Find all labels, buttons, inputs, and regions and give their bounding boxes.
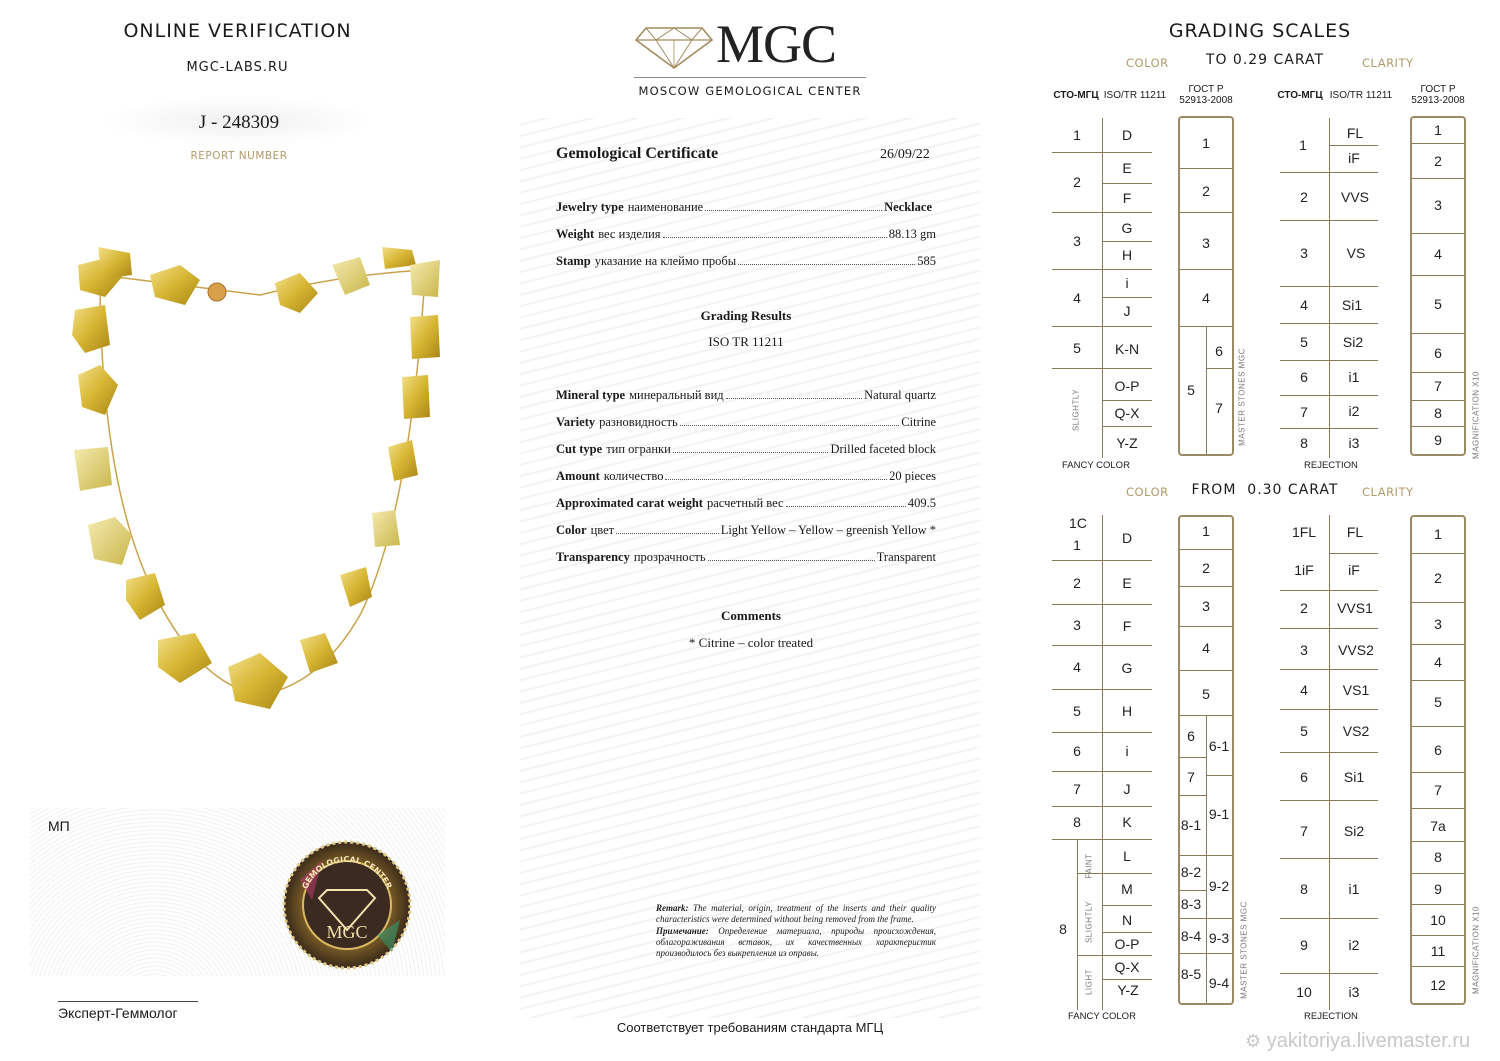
gost-grade: 8	[1434, 405, 1442, 421]
iso-grade: i3	[1348, 984, 1360, 1000]
iso-grade: FL	[1346, 125, 1364, 141]
sto-grade: 8	[1059, 921, 1067, 937]
gost-grade: 3	[1434, 616, 1442, 632]
top-color-sto-header: СТО-МГЦ	[1053, 90, 1099, 101]
iso-grade: VVS	[1340, 189, 1370, 205]
gost-grade: 5	[1434, 694, 1442, 710]
rejection-label: REJECTION	[1304, 460, 1358, 471]
gost-grade: 10	[1430, 912, 1446, 928]
iso-grade: H	[1121, 247, 1133, 263]
top-clarity-iso-header: ISO/TR 11211	[1329, 90, 1393, 101]
top-clarity-sto-header: СТО-МГЦ	[1277, 90, 1323, 101]
mgc-logo: MGC	[716, 14, 837, 74]
stamp-place-label: МП	[48, 818, 70, 834]
bottom-color-label: COLOR	[1126, 485, 1169, 499]
row-stamp: Stamp указание на клеймо пробы 585	[556, 254, 936, 268]
gost-grade: 9-2	[1208, 878, 1230, 894]
gost-grade: 1	[1434, 526, 1442, 542]
top-color-iso-header: ISO/TR 11211	[1103, 90, 1167, 101]
iso-grade: i1	[1348, 369, 1360, 385]
iso-grade: G	[1121, 660, 1133, 676]
master-stones-label: MASTER STONES MGC	[1237, 348, 1247, 446]
certificate-title: Gemological Certificate	[556, 145, 719, 162]
magnification-label: MAGNIFICATION X10	[1471, 906, 1481, 994]
sto-grade: 6	[1300, 769, 1308, 785]
sto-grade: 3	[1073, 233, 1081, 249]
iso-grade: O-P	[1114, 936, 1140, 952]
grading-results-title: Grading Results	[700, 308, 792, 323]
gost-clarity-box	[1410, 515, 1466, 1005]
sto-grade: 8	[1300, 881, 1308, 897]
iso-grade: i2	[1348, 937, 1360, 953]
sto-grade: 3	[1073, 617, 1081, 633]
sto-grade: 7	[1300, 404, 1308, 420]
mgc-logo-subtitle: MOSCOW GEMOLOGICAL CENTER	[638, 84, 862, 98]
gost-grade: 6	[1434, 742, 1442, 758]
gost-grade: 2	[1434, 153, 1442, 169]
gost-grade: 7	[1187, 769, 1195, 785]
gost-grade: 9-1	[1208, 806, 1230, 822]
sto-grade: 2	[1300, 600, 1308, 616]
note-text: Примечание: Определение материала, природы происхождения, облагораживания вставок, их качественных характеристик производилось без выкрепления из оправы.	[656, 926, 936, 958]
slightly-label: SLIGHTLY	[1071, 388, 1081, 432]
sto-grade: 7	[1300, 823, 1308, 839]
gost-grade: 1	[1202, 135, 1210, 151]
gost-grade: 8	[1434, 849, 1442, 865]
logo-divider	[634, 77, 866, 78]
iso-grade: K-N	[1114, 341, 1140, 357]
iso-grade: F	[1122, 618, 1132, 634]
row-variety: Variety разновидность Citrine	[556, 415, 936, 429]
report-number: J - 248309	[198, 112, 280, 133]
sto-grade: 1	[1073, 127, 1081, 143]
iso-grade: i3	[1348, 435, 1360, 451]
iso-grade: VS	[1346, 245, 1366, 261]
gost-grade: 5	[1187, 382, 1195, 398]
gost-grade: 4	[1202, 640, 1210, 656]
sto-grade: 3	[1300, 245, 1308, 261]
gost-grade: 8-3	[1180, 896, 1202, 912]
row-mineral-type: Mineral type минеральный вид Natural quartz	[556, 388, 936, 402]
gost-grade: 8-2	[1180, 864, 1202, 880]
sto-grade: 9	[1300, 937, 1308, 953]
iso-grade: J	[1123, 781, 1131, 797]
gost-grade: 2	[1434, 570, 1442, 586]
faint-label: FAINT	[1084, 853, 1094, 879]
gost-grade: 5	[1202, 686, 1210, 702]
iso-grade: Si1	[1343, 769, 1365, 785]
iso-grade: J	[1123, 303, 1131, 319]
iso-grade: Si1	[1341, 297, 1363, 313]
top-clarity-gost-header: ГОСТ Р 52913-2008	[1411, 84, 1465, 106]
grading-standard: ISO TR 11211	[708, 334, 784, 349]
gost-grade: 4	[1434, 246, 1442, 262]
sto-grade: 3	[1300, 642, 1308, 658]
expert-label: Эксперт-Геммолог	[58, 1005, 178, 1021]
watermark: ⚙ yakitoriya.livemaster.ru	[1245, 1030, 1471, 1052]
gost-grade: 7	[1434, 378, 1442, 394]
sto-grade: 5	[1300, 334, 1308, 350]
gost-grade: 4	[1434, 654, 1442, 670]
iso-grade: E	[1122, 160, 1132, 176]
row-carat-weight: Approximated carat weight расчетный вес 409.5	[556, 496, 936, 510]
gost-grade: 9-4	[1208, 975, 1230, 991]
sto-grade: 4	[1073, 290, 1081, 306]
row-cut-type: Cut type тип огранки Drilled faceted block	[556, 442, 936, 456]
gost-grade: 6	[1434, 345, 1442, 361]
seal-text: GEMOLOGICAL CENTER	[300, 854, 394, 891]
iso-grade: VVS2	[1338, 642, 1374, 658]
iso-grade: E	[1122, 575, 1132, 591]
grading-scales-title: GRADING SCALES	[1168, 20, 1352, 42]
rejection-label: REJECTION	[1304, 1011, 1358, 1022]
sto-grade: 2	[1073, 174, 1081, 190]
gost-grade: 1	[1434, 122, 1442, 138]
iso-grade: VVS1	[1337, 600, 1373, 616]
gost-grade: 1	[1202, 523, 1210, 539]
gost-grade: 11	[1430, 943, 1446, 959]
row-jewelry-type: Jewelry type наименование Necklace	[556, 200, 932, 214]
expert-signature-line	[58, 1001, 198, 1002]
light-label: LIGHT	[1084, 968, 1094, 996]
iso-grade: Q-X	[1114, 959, 1140, 975]
sto-grade: 8	[1300, 435, 1308, 451]
gost-grade: 7	[1215, 400, 1223, 416]
fancy-color-label: FANCY COLOR	[1062, 460, 1130, 471]
sto-grade: 5	[1073, 703, 1081, 719]
gost-grade: 6-1	[1208, 738, 1230, 754]
certificate-date: 26/09/22	[880, 147, 930, 162]
gost-grade: 8-1	[1180, 817, 1202, 833]
iso-grade: H	[1121, 703, 1133, 719]
gost-grade: 9-3	[1208, 930, 1230, 946]
sto-grade: 4	[1073, 659, 1081, 675]
iso-grade: i2	[1348, 403, 1360, 419]
hologram-seal	[282, 840, 412, 970]
iso-grade: L	[1123, 848, 1131, 864]
bottom-clarity-label: CLARITY	[1362, 485, 1414, 499]
sto-grade: 5	[1300, 723, 1308, 739]
citrine-stones	[72, 247, 440, 709]
comments-title: Comments	[721, 608, 781, 623]
sto-grade: 10	[1296, 984, 1312, 1000]
gost-grade: 3	[1434, 197, 1442, 213]
iso-grade: M	[1121, 881, 1133, 897]
gost-grade: 2	[1202, 183, 1210, 199]
verification-site[interactable]: MGC-LABS.RU	[186, 60, 289, 75]
diamond-logo-icon	[634, 22, 714, 72]
gost-grade: 8-5	[1180, 966, 1202, 982]
slightly-label: SLIGHTLY	[1084, 900, 1094, 944]
sto-grade: 1C	[1069, 515, 1087, 531]
iso-grade: D	[1121, 530, 1133, 546]
master-stones-label: MASTER STONES MGC	[1239, 901, 1249, 999]
iso-grade: VS1	[1342, 682, 1370, 698]
sto-grade: 4	[1300, 297, 1308, 313]
top-color-label: COLOR	[1126, 56, 1169, 70]
gost-grade: 6	[1187, 728, 1195, 744]
row-color: Color цвет Light Yellow – Yellow – greenish Yellow *	[556, 523, 936, 537]
row-amount: Amount количество 20 pieces	[556, 469, 936, 483]
comment-text: * Citrine – color treated	[688, 635, 814, 650]
iso-grade: K	[1122, 814, 1132, 830]
iso-grade: i	[1125, 743, 1129, 759]
gost-grade: 7	[1434, 782, 1442, 798]
gost-grade: 3	[1202, 235, 1210, 251]
certificate-background	[520, 118, 980, 1018]
sto-grade: 7	[1073, 781, 1081, 797]
sto-grade: 1	[1299, 137, 1307, 153]
top-clarity-label: CLARITY	[1362, 56, 1414, 70]
gost-grade: 4	[1202, 290, 1210, 306]
bottom-carat-range: FROM 0.30 CARAT	[1191, 482, 1339, 498]
iso-grade: O-P	[1114, 378, 1140, 394]
iso-grade: VS2	[1342, 723, 1370, 739]
gost-grade: 3	[1202, 598, 1210, 614]
gost-grade: 5	[1434, 296, 1442, 312]
fancy-color-label: FANCY COLOR	[1068, 1011, 1136, 1022]
iso-grade: Y-Z	[1117, 982, 1139, 998]
verification-title: ONLINE VERIFICATION	[123, 20, 352, 42]
gear-icon: ⚙	[1245, 1031, 1262, 1051]
seal-logo: MGC	[326, 922, 368, 942]
gost-grade: 6	[1215, 343, 1223, 359]
sto-grade: 1FL	[1291, 524, 1317, 540]
sto-grade: 4	[1300, 682, 1308, 698]
sto-grade: 1	[1073, 537, 1081, 553]
top-color-gost-header: ГОСТ Р 52913-2008	[1179, 84, 1233, 106]
remark-text: Remark: The material, origin, treatment of the inserts and their quality characteristics were determined without being removed from the frame.	[656, 903, 937, 924]
clasp-bead	[208, 283, 226, 301]
iso-grade: G	[1121, 220, 1133, 236]
report-number-label: REPORT NUMBER	[190, 150, 288, 162]
iso-grade: D	[1121, 127, 1133, 143]
gost-grade: 8-4	[1180, 928, 1202, 944]
row-weight: Weight вес изделия 88.13 gm	[556, 227, 936, 241]
gost-grade: 9	[1434, 881, 1442, 897]
iso-grade: Si2	[1342, 334, 1364, 350]
sto-grade: 8	[1073, 814, 1081, 830]
iso-grade: Q-X	[1114, 405, 1140, 421]
sto-grade: 1iF	[1294, 562, 1314, 578]
gost-grade: 2	[1202, 560, 1210, 576]
iso-grade: i	[1125, 275, 1129, 291]
sto-grade: 2	[1300, 189, 1308, 205]
iso-grade: N	[1121, 912, 1133, 928]
iso-grade: Si2	[1343, 823, 1365, 839]
gost-grade: 7a	[1430, 818, 1446, 834]
sto-grade: 5	[1073, 340, 1081, 356]
iso-grade: FL	[1346, 524, 1364, 540]
iso-grade: i1	[1348, 881, 1360, 897]
iso-grade: Y-Z	[1116, 435, 1138, 451]
iso-grade: iF	[1348, 150, 1360, 166]
iso-grade: F	[1122, 190, 1132, 206]
necklace-image	[60, 235, 460, 725]
sto-grade: 6	[1073, 743, 1081, 759]
iso-grade: iF	[1348, 562, 1360, 578]
standard-compliance-footer: Соответствует требованиям стандарта МГЦ	[616, 1020, 884, 1035]
sto-grade: 2	[1073, 575, 1081, 591]
sto-grade: 6	[1300, 369, 1308, 385]
gost-grade: 9	[1434, 432, 1442, 448]
row-transparency: Transparency прозрачность Transparent	[556, 550, 936, 564]
gost-grade: 12	[1430, 977, 1446, 993]
top-carat-range: TO 0.29 CARAT	[1205, 52, 1325, 68]
magnification-label: MAGNIFICATION X10	[1471, 371, 1481, 459]
